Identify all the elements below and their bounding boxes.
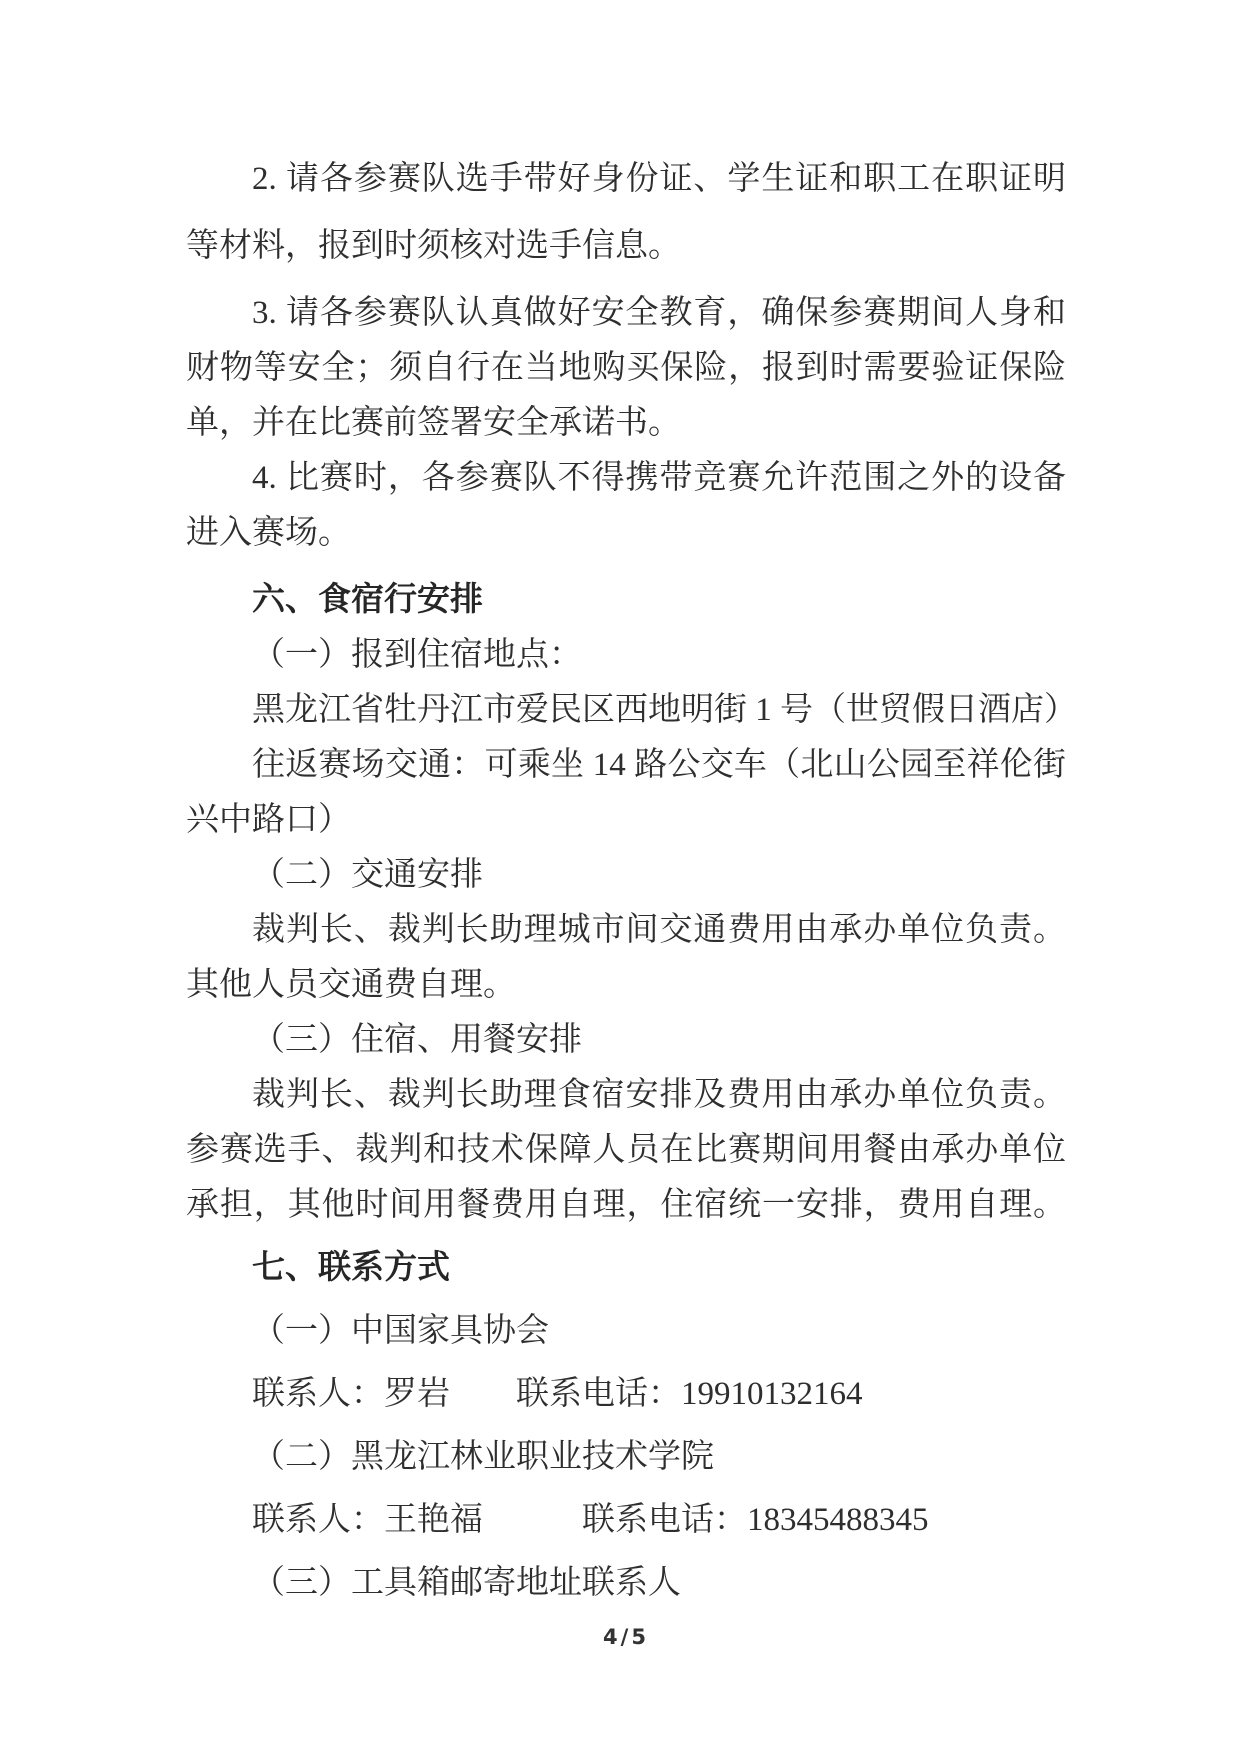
item-2-transport: （二）交通安排 [252,857,483,893]
page-number: 4/5 [603,1625,649,1649]
contact-org-2: （二）黑龙江林业职业技术学院 [252,1439,714,1475]
bus-route-line2: 兴中路口） [186,802,351,838]
item-1-checkin-location: （一）报到住宿地点： [252,637,582,673]
paragraph-3-line1: 3. 请各参赛队认真做好安全教育，确保参赛期间人身和 [252,295,1066,331]
heading-section-7: 七、联系方式 [252,1250,450,1286]
paragraph-3-line3: 单，并在比赛前签署安全承诺书。 [186,405,681,441]
contact-person-phone-2: 联系人：王艳福 联系电话：18345488345 [252,1502,929,1538]
lodging-detail-line2: 参赛选手、裁判和技术保障人员在比赛期间用餐由承办单位 [186,1132,1066,1168]
paragraph-3-line2: 财物等安全；须自行在当地购买保险，报到时需要验证保险 [186,350,1066,386]
heading-section-6: 六、食宿行安排 [252,582,483,618]
transport-detail-line1: 裁判长、裁判长助理城市间交通费用由承办单位负责。 [252,912,1066,948]
lodging-detail-line1: 裁判长、裁判长助理食宿安排及费用由承办单位负责。 [252,1077,1066,1113]
paragraph-4-line2: 进入赛场。 [186,515,351,551]
checkin-address: 黑龙江省牡丹江市爱民区西地明街 1 号（世贸假日酒店） [252,692,1077,728]
bus-route-line1: 往返赛场交通：可乘坐 14 路公交车（北山公园至祥伦街 [252,747,1066,783]
contact-person-phone-1: 联系人：罗岩 联系电话：19910132164 [252,1376,863,1412]
paragraph-2-line1: 2. 请各参赛队选手带好身份证、学生证和职工在职证明 [252,161,1066,197]
item-3-lodging: （三）住宿、用餐安排 [252,1022,582,1058]
paragraph-2-line2: 等材料，报到时须核对选手信息。 [186,228,681,264]
lodging-detail-line3: 承担，其他时间用餐费用自理，住宿统一安排，费用自理。 [186,1187,1066,1223]
paragraph-4-line1: 4. 比赛时，各参赛队不得携带竞赛允许范围之外的设备 [252,460,1066,496]
transport-detail-line2: 其他人员交通费自理。 [186,967,516,1003]
contact-org-1: （一）中国家具协会 [252,1313,549,1349]
item-3-toolbox-mailing: （三）工具箱邮寄地址联系人 [252,1565,681,1601]
